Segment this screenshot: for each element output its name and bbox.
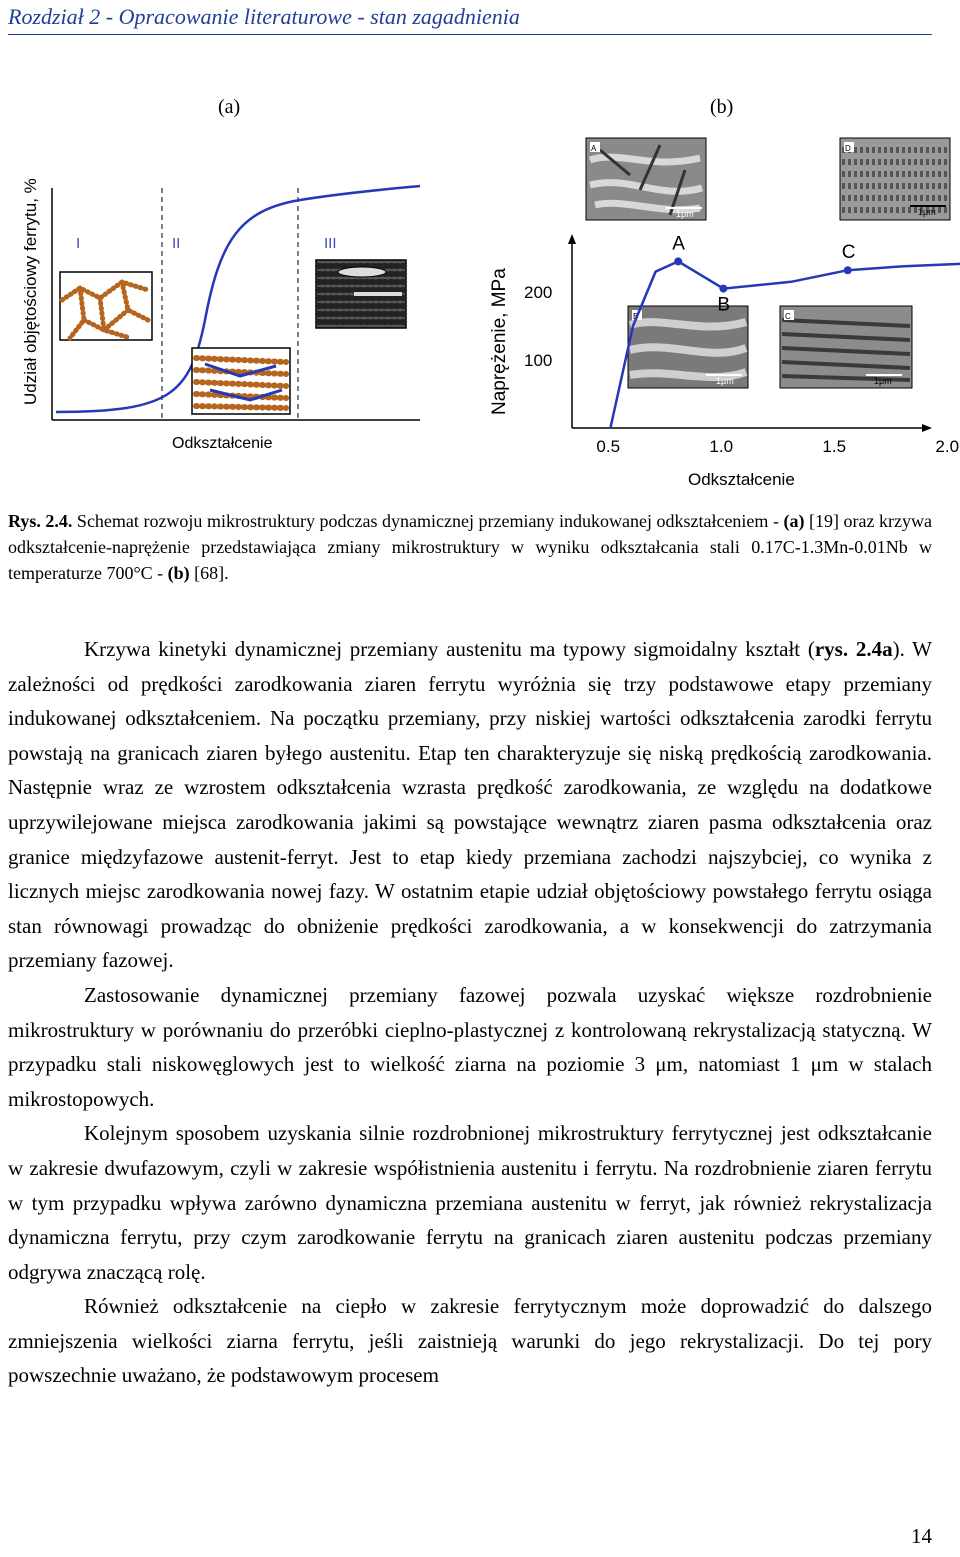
x-tick-label: 2.0 bbox=[935, 437, 960, 456]
xaxis-arrow-icon bbox=[922, 424, 932, 432]
point-label-B: B bbox=[717, 294, 731, 316]
paragraph-3: Kolejnym sposobem uzyskania silnie rozdrobnionej mikrostruktury ferrytycznej jest odkształcanie w zakresie dwufazowym, czyli w zakresie współistnienia austenitu i ferrytu. Na rozdrobnienie ziaren ferrytu w tym przypadku wpływa zarówno dynamiczna przemiana austenitu w ferryt, jak również rekrystalizacja dynamiczna ferrytu, przy czym zarodkowanie ferrytu na granicach ziaren austenitu podczas przemiany odgrywa znaczącą rolę. bbox=[8, 1121, 932, 1284]
micro-sketch-1 bbox=[60, 272, 152, 340]
stage-label-2: II bbox=[172, 235, 181, 252]
caption-ref: Rys. 2.4. bbox=[8, 511, 73, 531]
caption-b: (b) bbox=[167, 563, 190, 583]
chart-a bbox=[0, 170, 470, 460]
p1-figure-ref: rys. 2.4a bbox=[814, 637, 893, 661]
x-tick-label: 0.5 bbox=[596, 437, 621, 456]
micro-scale-D: 1μm bbox=[918, 207, 936, 217]
micrograph-D bbox=[840, 138, 950, 220]
micro-sketch-2 bbox=[192, 348, 290, 414]
page-header bbox=[8, 4, 932, 35]
micrograph-A bbox=[586, 138, 706, 220]
p1-text-b: ). W zależności od prędkości zarodkowania ziaren ferrytu wyróżnia się trzy podstawowe etapy przemiany indukowanej odkształceniem. Na początku przemiany, przy niskiej wartości odkształcenia zarodki ferrytu powstają na granicach ziaren byłego austenitu. Etap ten charakteryzuje się niską prędkością zarodkowania. Następnie wraz ze wzrostem odkształcenia wzrasta prędkość zarodkowania, ze względu na dodatkowe uprzywilejowane miejsca zarodkowania jakimi są powstające wewnątrz ziaren pasma odkształcenia oraz granice międzyfazowe austenit-ferryt. Jest to etap kiedy przemiana zachodzi najszybciej, co wynika z licznych miejsc zarodkowania nowej fazy. W ostatnim etapie udział objętościowy powstałego ferrytu osiąga stan równowagi prowadząc do obniżenie prędkości zarodkowania, a w konsekwencji do zatrzymania przemiany fazowej. bbox=[8, 637, 933, 973]
micro-label-C: C bbox=[785, 312, 791, 321]
micro-label-D: D bbox=[845, 144, 851, 153]
paragraph-1 bbox=[8, 632, 932, 978]
micro-sketch-3 bbox=[316, 260, 406, 328]
caption-text-3: [68]. bbox=[189, 563, 229, 583]
figure-label-a: (a) bbox=[218, 96, 241, 118]
y-tick-label: 100 bbox=[524, 351, 553, 370]
micrograph-B bbox=[628, 306, 748, 388]
micro-scale-C: 1μm bbox=[874, 376, 892, 386]
chart-b-ylabel: Naprężenie, MPa bbox=[489, 268, 510, 415]
micro-scale-A: 1μm bbox=[676, 209, 694, 219]
chart-a-xlabel: Odkształcenie bbox=[172, 435, 273, 452]
micro-label-A: A bbox=[591, 144, 597, 153]
micro-label-B: B bbox=[633, 312, 639, 321]
body-text bbox=[8, 632, 932, 1393]
figure-caption bbox=[8, 508, 932, 586]
chart-a-ylabel: Udział objętościowy ferrytu, % bbox=[21, 178, 40, 405]
yaxis-arrow-icon bbox=[568, 234, 576, 244]
micro-scale-B: 1μm bbox=[716, 376, 734, 386]
x-tick-label: 1.5 bbox=[822, 437, 847, 456]
x-tick-label: 1.0 bbox=[709, 437, 734, 456]
page-number: 14 bbox=[911, 1524, 932, 1548]
stage-label-3: III bbox=[324, 235, 337, 252]
micrograph-C bbox=[780, 306, 912, 388]
point-label-A: A bbox=[672, 233, 685, 255]
caption-text-1: Schemat rozwoju mikrostruktury podczas dynamicznej przemiany indukowanej odkształceniem - bbox=[72, 511, 784, 531]
point-label-C: C bbox=[841, 242, 856, 264]
chart-b-xlabel: Odkształcenie bbox=[688, 470, 795, 489]
p1-text-a: Krzywa kinetyki dynamicznej przemiany austenitu ma typowy sigmoidalny kształt ( bbox=[84, 637, 815, 661]
paragraph-4: Również odkształcenie na ciepło w zakresie ferrytycznym może doprowadzić do dalszego zmniejszenia wielkości ziarna ferrytu, jeśli zaistnieją warunki do jego rekrystalizacji. Do tej pory powszechnie uważano, że podstawowym procesem bbox=[8, 1294, 932, 1388]
figure-label-b: (b) bbox=[710, 96, 734, 118]
point-B bbox=[719, 285, 727, 293]
point-A bbox=[674, 257, 682, 265]
stage-label-1: I bbox=[76, 235, 81, 252]
y-tick-label: 200 bbox=[524, 283, 553, 302]
chart-b bbox=[470, 130, 960, 500]
header-title: Rozdział 2 - Opracowanie literaturowe - stan zagadnienia bbox=[8, 4, 520, 29]
caption-text-2: [19] oraz krzywa odkształcenie-naprężenie przedstawiająca zmiany mikrostruktury w wyniku odkształcania stali 0.17C-1.3Mn-0.01Nb w temperaturze 700°C - bbox=[8, 511, 933, 583]
caption-a: (a) bbox=[783, 511, 805, 531]
paragraph-2: Zastosowanie dynamicznej przemiany fazowej pozwala uzyskać większe rozdrobnienie mikrostruktury w porównaniu do przeróbki cieplno-plastycznej z kontrolowaną rekrystalizacją statyczną. W przypadku stali niskowęglowych jest to wielkość ziarna na poziomie 3 μm, natomiast 1 μm w stalach mikrostopowych. bbox=[8, 982, 932, 1111]
point-C bbox=[844, 266, 852, 274]
